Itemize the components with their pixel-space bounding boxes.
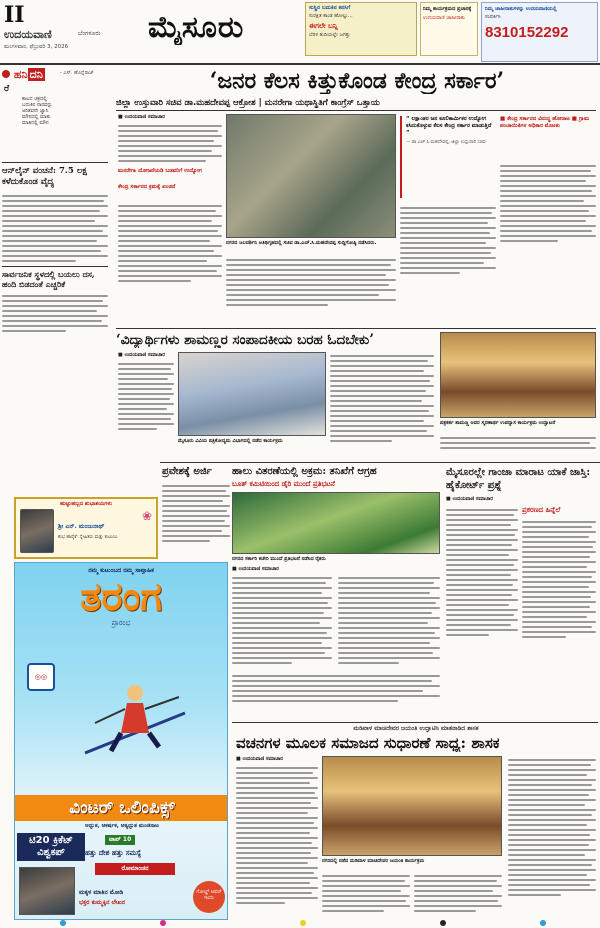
- lead-quote: “ ಲಕ್ಷಾಂತರ ಜನ ಕೂಲಿಕಾರ್ಮಿಕರ ಉದ್ಯೋಗ ಕಸಿದುಕೊಳ್ಳುವ ಕೆಲಸ ಕೇಂದ್ರ ಸರ್ಕಾರ ಮಾಡುತ್ತಿದೆ ” — ಡಾ.ಎಚ್.ಸಿ.ಮಹದೇವಪ್ಪ, ಜಿಲ್ಲಾ ಉಸ್ತುವಾರಿ ಸಚಿವ: [400, 116, 496, 198]
- story3-photo-caption: ನಗರದ ಸರ್ಕಾರಿ ಕಚೇರಿ ಮುಂದೆ ಪ್ರತಿಭಟನೆ ನಡೆಸಿದ ರೈತರು: [232, 556, 326, 562]
- story-ganja: [444, 462, 598, 720]
- story5-dateline: ■ ಉದಯವಾಣಿ ಸಮಾಚಾರ: [236, 756, 283, 762]
- story2-photo-caption: ಮೈಸೂರು ವಿವಿಯ ಪತ್ರಿಕೋದ್ಯಮ ವಿಭಾಗದಲ್ಲಿ ನಡೆದ ಕಾರ್ಯಕ್ರಮ: [178, 438, 283, 444]
- story2-photo-2[interactable]: [440, 332, 596, 418]
- paper-name: ಉದಯವಾಣಿ: [4, 28, 52, 41]
- page-number: II: [4, 2, 25, 28]
- lead-subhead: ಜಿಲ್ಲಾ ಉಸ್ತುವಾರಿ ಸಚಿವ ಡಾ.ಮಹದೇವಪ್ಪ ಆಕ್ರೋಶ | ಮನರೇಗಾ ಯಥಾಸ್ಥಿತಿಗೆ ಕಾಂಗ್ರೆಸ್ ಒತ್ತಾಯ: [116, 98, 380, 108]
- lead-bullet-2: ಕೇಂದ್ರ ಸರ್ಕಾರದ ಕ್ರಮಕ್ಕೆ ಖಂಡನೆ: [118, 184, 176, 190]
- masthead-ad-phone[interactable]: 8310152292: [485, 24, 569, 41]
- lead-right-box: ■ ಕೇಂದ್ರ ಸರ್ಕಾರದ ವಿರುದ್ಧ ಹೋರಾಟ ■ ಗ್ರಾಮ ಪಂಚಾಯಿತಿಗಳ ಅಧಿಕಾರ ಮೊಟಕು: [500, 116, 590, 129]
- masthead-ad-1[interactable]: ಸುಸ್ಥಿರ ಬದುಕಿನ ಕನಸಿಗೆ ಸುರಕ್ಷಿತ ಕಾಂಡ ಹೋಲ್ಲು... ಈಗಲೇ ಬನ್ನಿ ಬೆರಳ ತುದಿಯಲ್ಲೇ ಜಗತ್ತು: [305, 2, 417, 56]
- story5-kicker: ಮಡಿವಾಳ ಮಾಚಿದೇವರ ಜಯಂತಿ ಉದ್ಘಾಟಿಸಿ ಮಾತನಾಡಿದ ಶಾಸಕ: [353, 725, 479, 732]
- story3-photo[interactable]: [232, 492, 440, 554]
- brand-prefix: ಹನಿ: [13, 68, 28, 81]
- lead-headline[interactable]: ‘ಜನರ ಕೆಲಸ ಕಿತ್ತುಕೊಂಡ ಕೇಂದ್ರ ಸರ್ಕಾರ’: [209, 68, 505, 94]
- sidebar-byline: - ಎಸ್. ಹೊನ್ನೆರಾಜ್: [60, 70, 94, 76]
- story5-headline[interactable]: ವಚನಗಳ ಮೂಲಕ ಸಮಾಜದ ಸುಧಾರಣೆ ಸಾಧ್ಯ: ಶಾಸಕ: [236, 734, 500, 752]
- story-vachana: [232, 722, 598, 918]
- print-registration-marks: [0, 918, 600, 928]
- story2-dateline: ■ ಉದಯವಾಣಿ ಸಮಾಚಾರ: [118, 352, 165, 358]
- sidebar-story2-headline[interactable]: ಆನ್‌ಲೈನ್ ವಂಚನೆ: 7.5 ಲಕ್ಷ ಕಳೆದುಕೊಂಡ ವೈದ್ಯ: [2, 166, 87, 187]
- taranga-ad[interactable]: ನಮ್ಮ ಕುಟುಂಬದ ನಮ್ಮ ಸಾಪ್ತಾಹಿಕ ತರಂಗ ಪ್ರಾರಂಭ ◎◎ ವಿಂಟರ್ ಒಲಿಂಪಿಕ್ಸ್ ಅದ್ಭುತ, ಆಕರ್ಷಕ, ಅತ್ಯದ್ಭುತ ಮಂಜಿನಾಟ ಟಾಪ್ 10 ಹತ್ತು ದೇಶ ಹತ್ತು ಸಮಸ್ಯೆ ಟಿ20 ಕ್ರಿಕೆಟ್ ವಿಶ್ವಕಪ್ ರೋಮಾಂಚನ ಗೋಲ್ಡ್ ಆಫರ್ ಇಂದು ಮಕ್ಕಳ ಮಾತಿನ ಮೋಡಿ ಭಕ್ತರ ಕುಮ್ಮಕ್ಕಿನ ಲೇಖನ: [14, 562, 228, 920]
- sidebar-column-heading: ರೆ: [4, 84, 10, 94]
- cricketer-photo: [19, 867, 75, 915]
- story3-subhead: ಬೂತ್ ಕಮಿಟಿಯಿಂದ ಡೈರಿ ಮುಂದೆ ಪ್ರತಿಭಟನೆ: [232, 480, 335, 488]
- sidebar-story3-headline[interactable]: ಸಾರ್ವಜನಿಕ ಸ್ಥಳದಲ್ಲಿ ಬಯಲು ದಸ, ಹಂದಿ ಬಿಡದಂತೆ ಎಚ್ಚರಿಕೆ: [2, 269, 95, 289]
- masthead-ad-3[interactable]: ನಿಮ್ಮ ಜಾಹೀರಾತುಗಳನ್ನು ಉದಯವಾಣಿಯಲ್ಲಿ ಸಂಪರ್ಕಿಸಿ 8310152292: [481, 2, 598, 62]
- story-students: [112, 328, 598, 460]
- story4-side-heading: ಪ್ರಕರಣದ ಹಿನ್ನೆಲೆ: [522, 506, 561, 514]
- lead-story: [112, 66, 598, 328]
- lead-photo[interactable]: [226, 114, 396, 238]
- story2-photo-2-caption: ಪತ್ರಕರ್ತ ಶಾಮಣ್ಣ ಅವರ ಸ್ಮರಣಾರ್ಥ ಉಪನ್ಯಾಸ ಕಾರ್ಯಕ್ರಮ ಉದ್ಘಾಟನೆ: [440, 420, 556, 426]
- lead-photo-caption: ನಗರದ ಜಲದರ್ಶಿನಿ ಅತಿಥಿಗೃಹದಲ್ಲಿ ಸಚಿವ ಡಾ.ಎಚ್.ಸಿ.ಮಹದೇವಪ್ಪ ಸುದ್ದಿಗೋಷ್ಠಿ ನಡೆಸಿದರು.: [226, 240, 377, 246]
- story3-headline[interactable]: ಹಾಲು ವಿತರಣೆಯಲ್ಲಿ ಅಕ್ರಮ: ತನಿಖೆಗೆ ಆಗ್ರಹ: [232, 466, 377, 477]
- brand-icon: [2, 70, 10, 78]
- flower-icon: ❀: [141, 509, 152, 523]
- story4-dateline: ■ ಉದಯವಾಣಿ ಸಮಾಚಾರ: [446, 496, 493, 502]
- edition: ಬೆಂಗಳೂರು: [78, 30, 101, 37]
- story5-photo[interactable]: [322, 756, 502, 856]
- sidebar-column: [2, 68, 110, 338]
- story2-headline[interactable]: ‘ವಿದ್ಯಾರ್ಥಿಗಳು ಶಾಮಣ್ಣರ ಸಂಪಾದಕೀಯ ಬರಹ ಓದಬೇಕು’: [116, 332, 374, 348]
- story-milk: [160, 462, 442, 720]
- story3-dateline: ■ ಉದಯವಾಣಿ ಸಮಾಚಾರ: [232, 566, 279, 572]
- story3-kicker: ಪ್ರವೇಶಕ್ಕೆ ಅರ್ಜಿ: [162, 466, 212, 477]
- story4-headline[interactable]: ಮೈಸೂರಲ್ಲೇ ಗಾಂಜಾ ಮಾರಾಟ ಯಾಕೆ ಜಾಸ್ತಿ: ಹೈಕೋರ್ಟ್ ಪ್ರಶ್ನೆ: [446, 467, 591, 491]
- birthday-ad-photo: [20, 509, 54, 553]
- brand-highlight: ದನಿ: [29, 68, 43, 81]
- lead-dateline: ■ ಉದಯವಾಣಿ ಸಮಾಚಾರ: [118, 114, 165, 120]
- masthead-ad-2[interactable]: ನಿಮ್ಮ ಕಾರ್ಯಕ್ರಮದ ಪ್ರಚಾರಕ್ಕೆ ಉದಯವಾಣಿ ಜಾಹೀರಾತು: [420, 2, 478, 56]
- cricket-title: ಟಿ20 ಕ್ರಿಕೆಟ್ ವಿಶ್ವಕಪ್: [17, 833, 85, 861]
- olympic-rings-icon: ◎◎: [27, 663, 55, 691]
- top10-badge: ಟಾಪ್ 10: [105, 835, 135, 845]
- story5-photo-caption: ನಗರದಲ್ಲಿ ನಡೆದ ಮಡಿವಾಳ ಮಾಚಿದೇವರ ಜಯಂತಿ ಕಾರ್ಯಕ್ರಮ: [322, 858, 425, 864]
- poem: ಕಾಲದ ಚಕ್ರದಲ್ಲಿ ಬದುಕಿನ ಸಾರವನ್ನು ಅರಿತವನೇ ಜ್ಞಾನಿ ಮೌನದಲ್ಲಿ ಮಾತು ಮಾತಿನಲ್ಲಿ ಮೌನ: [22, 96, 53, 126]
- section-title: ಮೈಸೂರು: [148, 10, 245, 45]
- date-line: ಮಂಗಳವಾರ, ಫೆಬ್ರುವರಿ 3, 2026: [4, 44, 69, 50]
- story2-photo[interactable]: [178, 352, 326, 436]
- gold-offer-badge: ಗೋಲ್ಡ್ ಆಫರ್ ಇಂದು: [193, 881, 225, 913]
- olympics-title: ವಿಂಟರ್ ಒಲಿಂಪಿಕ್ಸ್: [15, 795, 228, 821]
- lead-bullet-1: ಮನರೇಗಾ ಯೋಜನೆಯಡಿ ಬಡವರಿಗೆ ಉದ್ಯೋಗ: [118, 168, 202, 174]
- masthead: [0, 0, 600, 64]
- birthday-ad[interactable]: ಹುಟ್ಟುಹಬ್ಬದ ಶುಭಾಶಯಗಳು ಶ್ರೀ ಎನ್. ಮಂಜುನಾಥ್ ಶುಭ ಹಾರೈಕೆ: ಸ್ನೇಹಿತರು ಮತ್ತು ಕುಟುಂಬ ❀: [14, 497, 158, 559]
